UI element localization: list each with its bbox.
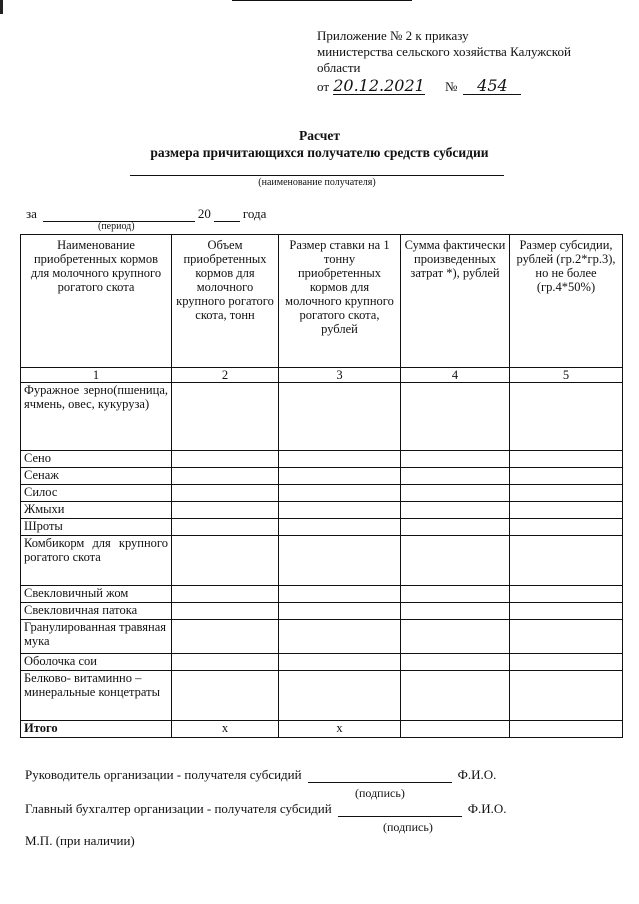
feed-name: Сенаж (21, 468, 172, 485)
feed-name: Гранулированная травяная мука (21, 620, 172, 654)
column-number: 3 (279, 368, 401, 383)
volume-cell[interactable] (172, 383, 279, 451)
volume-cell[interactable] (172, 468, 279, 485)
subsidy-cell[interactable] (510, 519, 623, 536)
column-number: 1 (21, 368, 172, 383)
order-appendix-header (317, 28, 617, 95)
table-row (21, 383, 623, 451)
feed-name: Шроты (21, 519, 172, 536)
table-header-row (21, 235, 623, 368)
subsidy-cell[interactable] (510, 603, 623, 620)
header-rate: Размер ставки на 1 тонну приобретенных кормов для молочного крупного рогатого скота, рублей (279, 235, 401, 368)
volume-cell[interactable] (172, 485, 279, 502)
table-row (21, 654, 623, 671)
volume-cell[interactable] (172, 654, 279, 671)
rate-cell[interactable] (279, 671, 401, 721)
subsidy-calculation-table (20, 234, 623, 738)
number-prefix: № (445, 79, 458, 94)
subsidy-cell[interactable] (510, 485, 623, 502)
appendix-line-3: области (317, 60, 361, 75)
subsidy-cell[interactable] (510, 620, 623, 654)
rate-cell[interactable] (279, 383, 401, 451)
year-suffix: года (242, 206, 267, 221)
column-number: 4 (401, 368, 510, 383)
rate-cell[interactable] (279, 536, 401, 586)
total-label: Итого (21, 721, 172, 738)
total-costs-cell[interactable] (401, 721, 510, 738)
volume-cell[interactable] (172, 620, 279, 654)
total-subsidy-cell[interactable] (510, 721, 623, 738)
feed-name: Фуражное зерно(пшеница, ячмень, овес, кукуруза) (21, 383, 172, 451)
subsidy-cell[interactable] (510, 536, 623, 586)
head-label: Руководитель организации - получателя субсидий (25, 767, 302, 782)
feed-name: Свекловичная патока (21, 603, 172, 620)
date-prefix: от (317, 79, 330, 94)
header-costs: Сумма фактически произведенных затрат *), рублей (401, 235, 510, 368)
header-feed-name: Наименование приобретенных кормов для молочного крупного рогатого скота (21, 235, 172, 368)
document-subtitle: размера причитающихся получателю средств субсидии (150, 145, 489, 160)
head-signature-hint: (подпись) (355, 786, 405, 800)
costs-cell[interactable] (401, 603, 510, 620)
document-title: Расчет (299, 128, 340, 143)
subsidy-cell[interactable] (510, 671, 623, 721)
rate-cell[interactable] (279, 485, 401, 502)
table-row (21, 485, 623, 502)
rate-cell[interactable] (279, 502, 401, 519)
table-row (21, 536, 623, 586)
total-volume-x: x (172, 721, 279, 738)
header-volume: Объем приобретенных кормов для молочного крупного рогатого скота, тонн (172, 235, 279, 368)
accountant-signature-line[interactable] (338, 804, 462, 817)
table-row (21, 468, 623, 485)
subsidy-cell[interactable] (510, 586, 623, 603)
recipient-name-line[interactable] (130, 175, 504, 176)
rate-cell[interactable] (279, 654, 401, 671)
accountant-signature-row (25, 801, 506, 817)
costs-cell[interactable] (401, 671, 510, 721)
column-number-row (21, 368, 623, 383)
accountant-label: Главный бухгалтер организации - получателя субсидий (25, 801, 332, 816)
scan-edge-mark (0, 0, 3, 14)
rate-cell[interactable] (279, 519, 401, 536)
volume-cell[interactable] (172, 451, 279, 468)
costs-cell[interactable] (401, 468, 510, 485)
feed-name: Сено (21, 451, 172, 468)
head-signature-line[interactable] (308, 770, 452, 783)
costs-cell[interactable] (401, 536, 510, 586)
feed-name: Силос (21, 485, 172, 502)
subsidy-cell[interactable] (510, 654, 623, 671)
order-date-value: 20.12.2021 (333, 76, 425, 95)
column-number: 5 (510, 368, 623, 383)
volume-cell[interactable] (172, 671, 279, 721)
subsidy-cell[interactable] (510, 468, 623, 485)
column-number: 2 (172, 368, 279, 383)
table-row (21, 620, 623, 654)
table-row (21, 603, 623, 620)
costs-cell[interactable] (401, 519, 510, 536)
feed-name: Жмыхи (21, 502, 172, 519)
volume-cell[interactable] (172, 502, 279, 519)
year-blank[interactable] (214, 209, 240, 222)
accountant-signature-hint: (подпись) (383, 820, 433, 834)
rate-cell[interactable] (279, 451, 401, 468)
appendix-line-1: Приложение № 2 к приказу (317, 28, 469, 43)
costs-cell[interactable] (401, 383, 510, 451)
appendix-line-2: министерства сельского хозяйства Калужской (317, 44, 571, 59)
order-date-row (317, 78, 617, 95)
table-row (21, 451, 623, 468)
head-signature-row (25, 767, 496, 783)
rate-cell[interactable] (279, 603, 401, 620)
costs-cell[interactable] (401, 586, 510, 603)
table-row (21, 671, 623, 721)
period-hint: (период) (98, 221, 135, 232)
costs-cell[interactable] (401, 654, 510, 671)
head-fio: Ф.И.О. (457, 767, 497, 782)
feed-name: Оболочка сои (21, 654, 172, 671)
recipient-hint: (наименование получателя) (258, 177, 376, 188)
feed-name: Комбикорм для крупного рогатого скота (21, 536, 172, 586)
period-row (26, 206, 266, 222)
subsidy-cell[interactable] (510, 502, 623, 519)
table-row (21, 502, 623, 519)
costs-cell[interactable] (401, 451, 510, 468)
header-subsidy: Размер субсидии, рублей (гр.2*гр.3), но не более (гр.4*50%) (510, 235, 623, 368)
volume-cell[interactable] (172, 519, 279, 536)
period-prefix: за (26, 206, 37, 221)
costs-cell[interactable] (401, 502, 510, 519)
costs-cell[interactable] (401, 485, 510, 502)
year-prefix: 20 (197, 206, 211, 221)
costs-cell[interactable] (401, 620, 510, 654)
volume-cell[interactable] (172, 603, 279, 620)
volume-cell[interactable] (172, 536, 279, 586)
volume-cell[interactable] (172, 586, 279, 603)
accountant-fio: Ф.И.О. (467, 801, 507, 816)
order-number-value: 454 (463, 78, 521, 95)
table-row (21, 586, 623, 603)
total-rate-x: x (279, 721, 401, 738)
rate-cell[interactable] (279, 468, 401, 485)
rate-cell[interactable] (279, 586, 401, 603)
feed-name: Свекловичный жом (21, 586, 172, 603)
total-row (21, 721, 623, 738)
table-row (21, 519, 623, 536)
subsidy-cell[interactable] (510, 451, 623, 468)
feed-name: Белково- витаминно – минеральные концетраты (21, 671, 172, 721)
subsidy-cell[interactable] (510, 383, 623, 451)
stamp-placeholder: М.П. (при наличии) (25, 833, 135, 848)
top-scan-line (232, 0, 412, 1)
rate-cell[interactable] (279, 620, 401, 654)
